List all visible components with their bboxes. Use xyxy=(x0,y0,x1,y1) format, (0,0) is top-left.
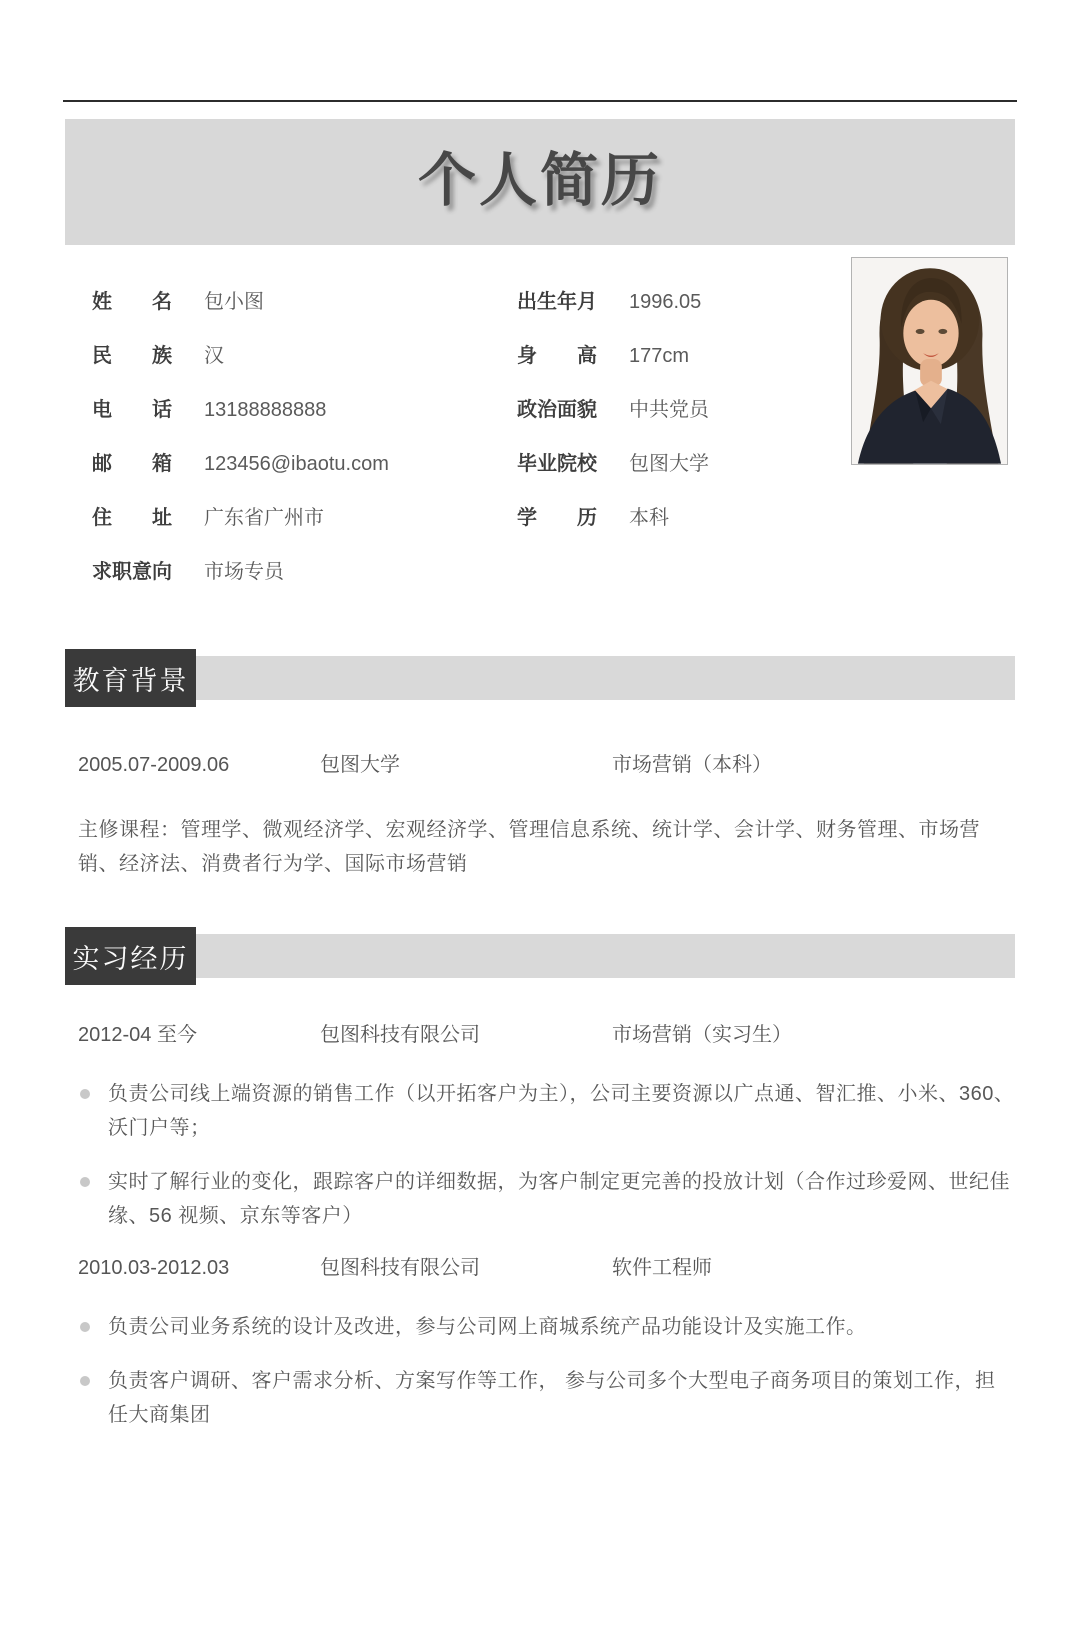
job-role: 软件工程师 xyxy=(612,1257,712,1279)
field-label: 电话 xyxy=(92,399,172,421)
field-value: 13188888888 xyxy=(204,399,327,421)
info-row-job-objective xyxy=(92,562,517,583)
page-title: 个人简历 xyxy=(417,148,662,213)
field-label: 民族 xyxy=(92,345,172,367)
education-school: 包图大学 xyxy=(320,754,400,776)
section-header-bar xyxy=(65,934,1015,978)
bullet-text: 实时了解行业的变化，跟踪客户的详细数据，为客户制定更完善的投放计划（合作过珍爱网、世纪佳缘、56 视频、京东等客户） xyxy=(108,1171,1010,1227)
field-label: 姓名 xyxy=(92,291,172,313)
bullet-text: 负责客户调研、客户需求分析、方案写作等工作， 参与公司多个大型电子商务项目的策划工作，担任大商集团 xyxy=(108,1370,996,1426)
bullet-text: 负责公司线上端资源的销售工作（以开拓客户为主），公司主要资源以广点通、智汇推、小米、360、沃门户等； xyxy=(108,1083,1015,1139)
job-bullet xyxy=(80,1077,1015,1145)
info-row-email xyxy=(92,454,517,475)
job-role: 市场营销（实习生） xyxy=(612,1024,792,1046)
field-value: 市场专员 xyxy=(204,561,284,583)
info-column-right xyxy=(517,292,817,616)
field-label: 邮箱 xyxy=(92,453,172,475)
field-value: 1996.05 xyxy=(629,291,702,313)
education-entry xyxy=(78,754,1015,776)
job-entry xyxy=(78,1024,1015,1046)
field-value: 177cm xyxy=(629,345,690,367)
field-label: 住址 xyxy=(92,507,172,529)
field-label: 毕业院校 xyxy=(517,453,597,475)
field-value: 123456@ibaotu.com xyxy=(204,453,389,475)
job-company: 包图科技有限公司 xyxy=(320,1257,480,1279)
job-entry xyxy=(78,1257,1015,1279)
job-bullet xyxy=(80,1165,1015,1233)
job-bullet xyxy=(80,1310,1015,1344)
job-bullet xyxy=(80,1364,1015,1432)
field-value: 广东省广州市 xyxy=(204,507,324,529)
info-row-height xyxy=(517,346,817,367)
bullet-dot-icon xyxy=(80,1089,90,1099)
education-period: 2005.07-2009.06 xyxy=(78,754,230,776)
resume-title-banner xyxy=(65,119,1015,245)
top-divider-line xyxy=(63,100,1017,102)
field-label: 出生年月 xyxy=(517,291,597,313)
resume-page xyxy=(0,100,1080,1627)
field-value: 中共党员 xyxy=(629,399,709,421)
info-row-degree xyxy=(517,508,817,529)
section-heading: 教育背景 xyxy=(65,649,196,707)
personal-info-section xyxy=(65,245,1015,616)
field-value: 包小图 xyxy=(204,291,264,313)
info-row-address xyxy=(92,508,517,529)
education-courses: 主修课程：管理学、微观经济学、宏观经济学、管理信息系统、统计学、会计学、财务管理、市场营销、经济法、消费者行为学、国际市场营销 xyxy=(78,819,980,875)
info-row-phone xyxy=(92,400,517,421)
info-row-political-status xyxy=(517,400,817,421)
field-label: 学历 xyxy=(517,507,597,529)
field-value: 汉 xyxy=(204,345,224,367)
section-heading: 实习经历 xyxy=(65,927,196,985)
field-value: 本科 xyxy=(629,507,669,529)
portrait-photo xyxy=(851,257,1008,465)
bullet-dot-icon xyxy=(80,1177,90,1187)
resume-body xyxy=(65,649,1015,1432)
field-label: 政治面貌 xyxy=(517,399,597,421)
job-period: 2012-04 至今 xyxy=(78,1024,197,1046)
info-row-name xyxy=(92,292,517,313)
field-label: 身高 xyxy=(517,345,597,367)
info-row-ethnicity xyxy=(92,346,517,367)
education-major: 市场营销（本科） xyxy=(612,754,772,776)
job-period: 2010.03-2012.03 xyxy=(78,1257,230,1279)
info-row-university xyxy=(517,454,817,475)
bullet-dot-icon xyxy=(80,1322,90,1332)
job-company: 包图科技有限公司 xyxy=(320,1024,480,1046)
section-header-education xyxy=(65,649,1015,707)
section-header-bar xyxy=(65,656,1015,700)
info-column-left xyxy=(92,292,517,616)
bullet-dot-icon xyxy=(80,1376,90,1386)
field-value: 包图大学 xyxy=(629,453,709,475)
field-label: 求职意向 xyxy=(92,561,172,583)
info-row-birthdate xyxy=(517,292,817,313)
section-header-internship xyxy=(65,927,1015,985)
portrait-photo-illustration xyxy=(852,258,1007,464)
bullet-text: 负责公司业务系统的设计及改进，参与公司网上商城系统产品功能设计及实施工作。 xyxy=(108,1316,867,1338)
